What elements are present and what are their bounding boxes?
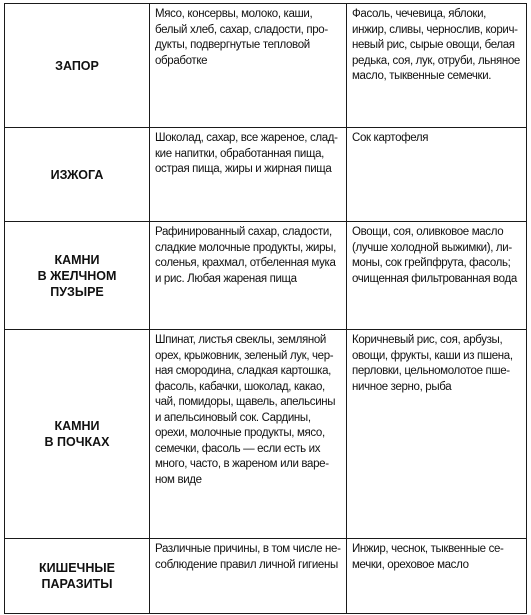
diet-table: [4, 3, 527, 614]
helpful-foods-cell: Фасоль, чечевица, яблоки, инжир, сливы, чернослив, корич- невый рис, сырые овощи, белая редька, соя, лук, отруби, льняное масло, тыквенные семечки.: [347, 4, 527, 128]
helpful-foods-cell: Овощи, соя, оливковое масло (лучше холодной выжимки), ли- моны, сок грейпфрута, фасоль; очищенная фильтрованная вода: [347, 222, 527, 330]
condition-cell: ЗАПОР: [5, 4, 150, 128]
table-row: [5, 539, 527, 614]
condition-cell: ИЗЖОГА: [5, 128, 150, 222]
condition-cell: КАМНИ В ПОЧКАХ: [5, 330, 150, 539]
helpful-foods-cell: Сок картофеля: [347, 128, 527, 222]
table-row: [5, 330, 527, 539]
avoid-foods-cell: Рафинированный сахар, сладости, сладкие молочные продукты, жиры, соленья, крахмал, отбеленная мука и рис. Любая жареная пища: [150, 222, 347, 330]
table-row: [5, 128, 527, 222]
avoid-foods-cell: Мясо, консервы, молоко, каши, белый хлеб, сахар, сладости, про- дукты, подвергнутые тепловой обработке: [150, 4, 347, 128]
condition-cell: КАМНИ В ЖЕЛЧНОМ ПУЗЫРЕ: [5, 222, 150, 330]
avoid-foods-cell: Шоколад, сахар, все жареное, слад- кие напитки, обработанная пища, острая пища, жиры и жирная пища: [150, 128, 347, 222]
avoid-foods-cell: Шпинат, листья свеклы, земляной орех, крыжовник, зеленый лук, чер- ная смородина, сладкая картошка, фасоль, кабачки, шоколад, какао, чай, помидоры, щавель, апельсины и апельсиновый сок. Сардины, орехи, молочные продукты, мясо, семечки, фасоль — если есть их много, часто, в жареном или варе- ном виде: [150, 330, 347, 539]
avoid-foods-cell: Различные причины, в том числе не- соблюдение правил личной гигиены: [150, 539, 347, 614]
table-row: [5, 222, 527, 330]
helpful-foods-cell: Коричневый рис, соя, арбузы, овощи, фрукты, каши из пшена, перловки, цельномолотое пше- ничное зерно, рыба: [347, 330, 527, 539]
helpful-foods-cell: Инжир, чеснок, тыквенные се- мечки, ореховое масло: [347, 539, 527, 614]
table-row: [5, 4, 527, 128]
condition-cell: КИШЕЧНЫЕ ПАРАЗИТЫ: [5, 539, 150, 614]
